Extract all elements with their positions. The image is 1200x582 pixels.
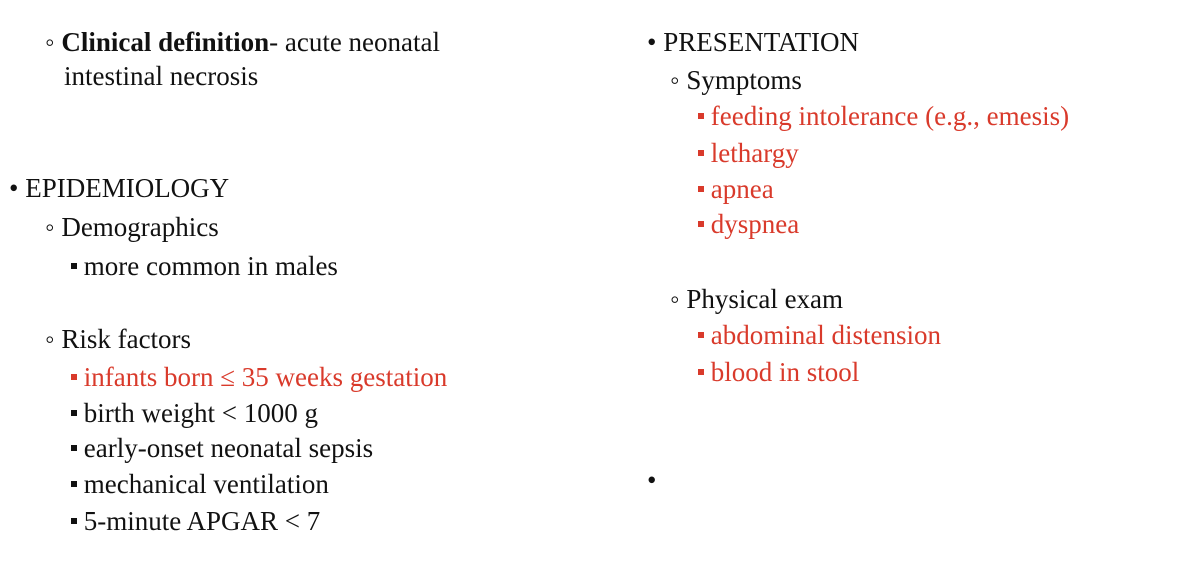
definition-line-1 (45, 27, 440, 57)
square-bullet-icon (698, 332, 704, 338)
definition-line-2 (64, 61, 258, 91)
presentation-heading: PRESENTATION (663, 27, 860, 57)
risk-factor-item (71, 469, 329, 499)
definition-bold-label: Clinical definition (61, 27, 270, 57)
square-bullet-icon (698, 113, 704, 119)
square-bullet-icon (698, 186, 704, 192)
square-bullet-icon (71, 263, 77, 269)
square-bullet-icon (71, 445, 77, 451)
symptom-item (698, 174, 774, 204)
risk-factors-line (45, 324, 191, 354)
dot-bullet-icon: • (647, 27, 657, 57)
risk-factor-item (71, 362, 447, 392)
symptom-text: lethargy (710, 138, 799, 168)
demographics-item-text: more common in males (83, 251, 338, 281)
square-bullet-icon (71, 410, 77, 416)
dot-bullet-icon: • (647, 465, 657, 495)
physical-exam-text: abdominal distension (710, 320, 941, 350)
epidemiology-heading-line (9, 173, 229, 203)
physical-exam-text: blood in stool (710, 357, 860, 387)
square-bullet-icon (698, 150, 704, 156)
circle-bullet-icon: ◦ (45, 212, 55, 242)
risk-factor-text: mechanical ventilation (83, 469, 329, 499)
risk-factor-item (71, 398, 318, 428)
physical-exam-label: Physical exam (686, 284, 844, 314)
symptom-item (698, 138, 799, 168)
risk-factors-label: Risk factors (61, 324, 192, 354)
definition-text-line2: intestinal necrosis (64, 61, 259, 91)
circle-bullet-icon: ◦ (45, 324, 55, 354)
circle-bullet-icon: ◦ (45, 27, 55, 57)
symptoms-label: Symptoms (686, 65, 802, 95)
empty-bullet-line (647, 465, 656, 495)
square-bullet-icon (71, 481, 77, 487)
presentation-heading-line (647, 27, 859, 57)
epidemiology-heading: EPIDEMIOLOGY (25, 173, 230, 203)
square-bullet-icon (698, 221, 704, 227)
physical-exam-item (698, 320, 941, 350)
symptom-item (698, 209, 799, 239)
definition-text-line1: - acute neonatal (269, 27, 441, 57)
symptoms-line (670, 65, 802, 95)
risk-factor-text: early-onset neonatal sepsis (83, 433, 374, 463)
risk-factor-text: birth weight < 1000 g (83, 398, 318, 428)
risk-factor-item (71, 506, 320, 536)
risk-factor-item (71, 433, 373, 463)
physical-exam-line (670, 284, 843, 314)
symptom-text: feeding intolerance (e.g., emesis) (710, 101, 1070, 131)
dot-bullet-icon: • (9, 173, 19, 203)
risk-factor-text: 5-minute APGAR < 7 (83, 506, 321, 536)
symptom-text: apnea (710, 174, 774, 204)
demographics-label: Demographics (61, 212, 219, 242)
risk-factor-text: infants born ≤ 35 weeks gestation (83, 362, 448, 392)
square-bullet-icon (71, 518, 77, 524)
circle-bullet-icon: ◦ (670, 65, 680, 95)
square-bullet-icon (71, 374, 77, 380)
demographics-line (45, 212, 219, 242)
symptom-text: dyspnea (710, 209, 800, 239)
symptom-item (698, 101, 1069, 131)
physical-exam-item (698, 357, 859, 387)
circle-bullet-icon: ◦ (670, 284, 680, 314)
square-bullet-icon (698, 369, 704, 375)
demographics-item (71, 251, 338, 281)
